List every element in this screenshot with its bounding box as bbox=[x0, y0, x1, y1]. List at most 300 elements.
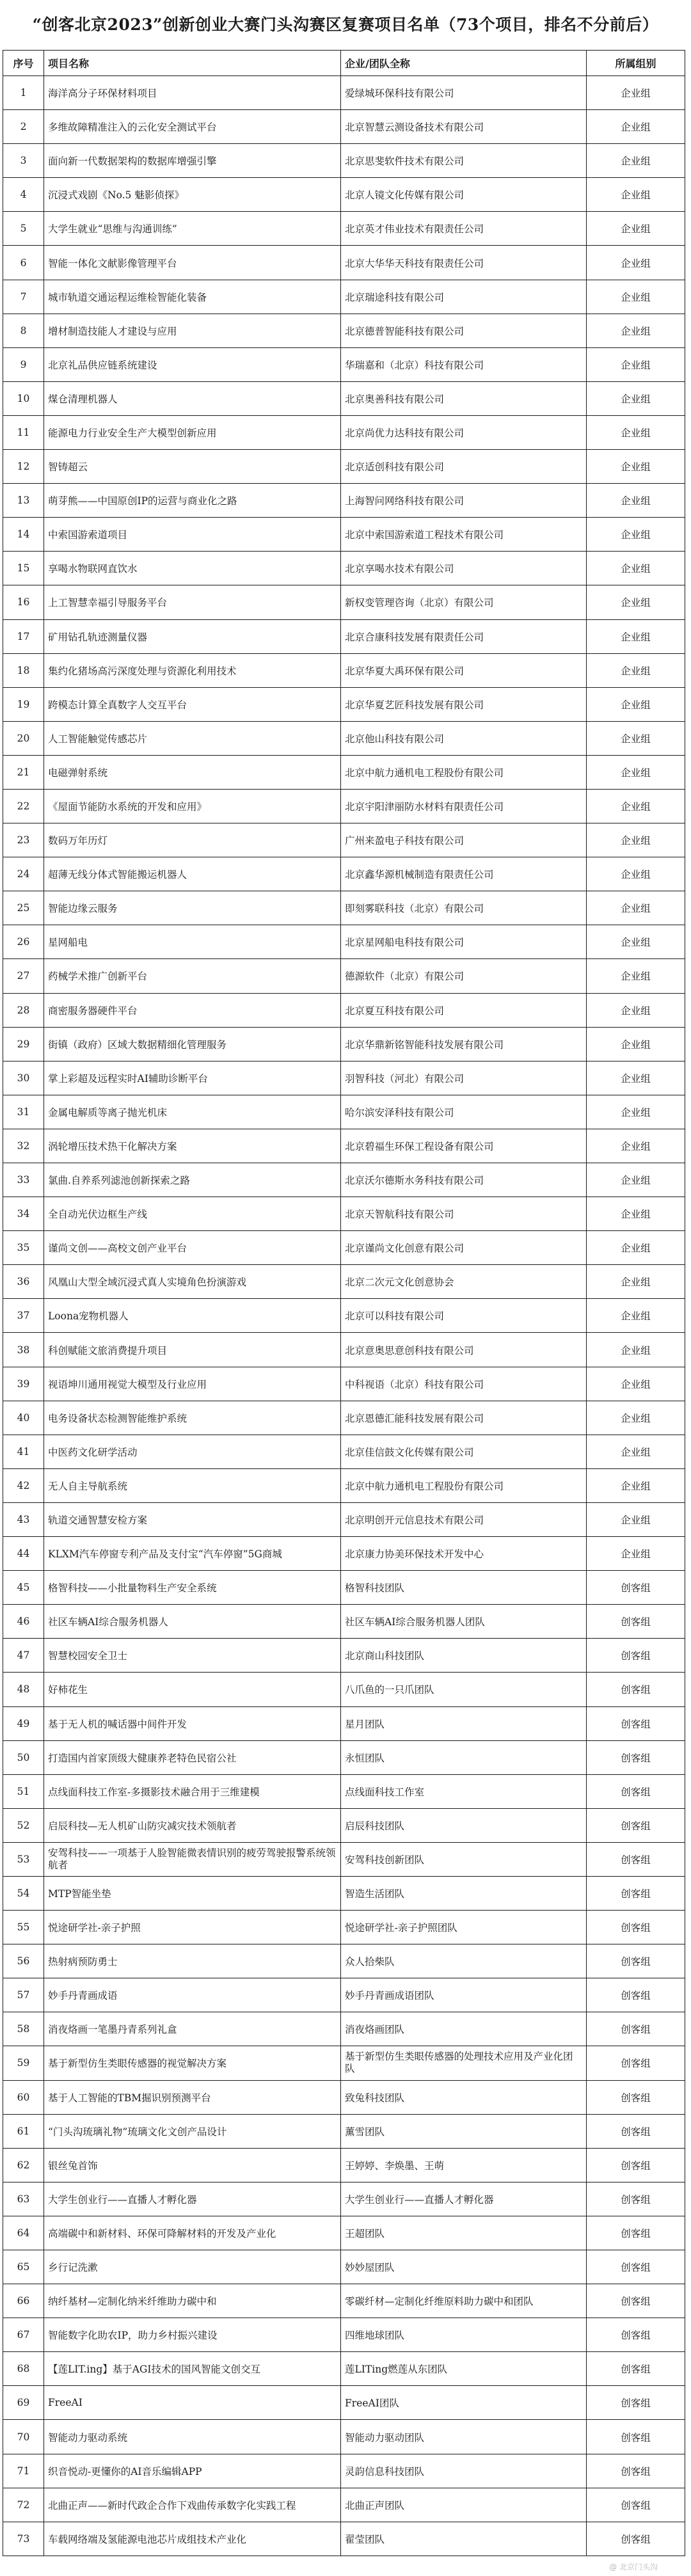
group-name: 创客组 bbox=[587, 2046, 685, 2080]
company-name: 格智科技团队 bbox=[341, 1571, 587, 1605]
header-project: 项目名称 bbox=[44, 51, 341, 76]
table-row bbox=[3, 314, 685, 347]
table-row bbox=[3, 178, 685, 212]
row-number: 39 bbox=[3, 1367, 44, 1401]
group-name: 创客组 bbox=[587, 2420, 685, 2454]
project-name: 轨道交通智慧安检方案 bbox=[44, 1502, 341, 1536]
project-name: 安驾科技——一项基于人脸智能微表情识别的疲劳驾驶报警系统领航者 bbox=[44, 1842, 341, 1876]
project-name: 沉浸式戏剧《No.5 魅影侦探》 bbox=[44, 178, 341, 212]
project-name: 电务设备状态检测智能维护系统 bbox=[44, 1401, 341, 1435]
project-name: 妙手丹青画成语 bbox=[44, 1978, 341, 2012]
group-name: 创客组 bbox=[587, 2318, 685, 2352]
table-row bbox=[3, 1333, 685, 1367]
table-row bbox=[3, 619, 685, 653]
company-name: 北京中航力通机电工程股份有限公司 bbox=[341, 1468, 587, 1502]
company-name: 四维地球团队 bbox=[341, 2318, 587, 2352]
company-name: 北京宇阳津丽防水材料有限责任公司 bbox=[341, 789, 587, 823]
row-number: 55 bbox=[3, 1911, 44, 1944]
table-row bbox=[3, 212, 685, 246]
table-row bbox=[3, 1163, 685, 1197]
header-no: 序号 bbox=[3, 51, 44, 76]
project-name: 商密服务器硬件平台 bbox=[44, 993, 341, 1027]
project-name: 银丝兔首饰 bbox=[44, 2148, 341, 2182]
row-number: 8 bbox=[3, 314, 44, 347]
row-number: 23 bbox=[3, 823, 44, 857]
company-name: 北京奥善科技有限公司 bbox=[341, 381, 587, 415]
project-name: 高端碳中和新材料、环保可降解材料的开发及产业化 bbox=[44, 2216, 341, 2250]
row-number: 11 bbox=[3, 415, 44, 449]
table-row bbox=[3, 721, 685, 755]
table-row bbox=[3, 1095, 685, 1129]
company-name: 北京夏互科技有限公司 bbox=[341, 993, 587, 1027]
row-number: 18 bbox=[3, 653, 44, 687]
table-row bbox=[3, 687, 685, 721]
group-name: 创客组 bbox=[587, 1876, 685, 1910]
row-number: 48 bbox=[3, 1673, 44, 1706]
group-name: 企业组 bbox=[587, 891, 685, 925]
company-name: 上海智问网络科技有限公司 bbox=[341, 484, 587, 518]
company-name: 永恒团队 bbox=[341, 1740, 587, 1774]
group-name: 创客组 bbox=[587, 1706, 685, 1740]
group-name: 企业组 bbox=[587, 347, 685, 381]
group-name: 企业组 bbox=[587, 653, 685, 687]
row-number: 1 bbox=[3, 76, 44, 110]
project-name: 矿用钻孔轨迹测量仪器 bbox=[44, 619, 341, 653]
row-number: 24 bbox=[3, 857, 44, 891]
company-name: 北京中航力通机电工程股份有限公司 bbox=[341, 755, 587, 789]
table-row bbox=[3, 585, 685, 619]
group-name: 创客组 bbox=[587, 1808, 685, 1842]
table-row bbox=[3, 1197, 685, 1231]
group-name: 创客组 bbox=[587, 2522, 685, 2556]
project-name: 享喝水物联网直饮水 bbox=[44, 552, 341, 585]
company-name: 羽智科技（河北）有限公司 bbox=[341, 1061, 587, 1095]
project-name: 乡行记洗漱 bbox=[44, 2250, 341, 2284]
row-number: 26 bbox=[3, 925, 44, 959]
company-name: 智造生活团队 bbox=[341, 1876, 587, 1910]
project-name: 社区车辆AI综合服务机器人 bbox=[44, 1605, 341, 1639]
company-name: 北京中索国游索道工程技术有限公司 bbox=[341, 518, 587, 552]
table-row bbox=[3, 1808, 685, 1842]
row-number: 5 bbox=[3, 212, 44, 246]
table-row bbox=[3, 246, 685, 280]
group-name: 企业组 bbox=[587, 415, 685, 449]
group-name: 企业组 bbox=[587, 1265, 685, 1299]
project-name: 消夜烙画一笔墨丹青系列礼盒 bbox=[44, 2012, 341, 2046]
company-name: 北京鑫华源机械制造有限责任公司 bbox=[341, 857, 587, 891]
project-name: MTP智能坐垫 bbox=[44, 1876, 341, 1910]
row-number: 38 bbox=[3, 1333, 44, 1367]
project-name: 能源电力行业安全生产大模型创新应用 bbox=[44, 415, 341, 449]
row-number: 33 bbox=[3, 1163, 44, 1197]
project-name: 热射病预防勇士 bbox=[44, 1944, 341, 1978]
row-number: 19 bbox=[3, 687, 44, 721]
row-number: 67 bbox=[3, 2318, 44, 2352]
group-name: 企业组 bbox=[587, 1095, 685, 1129]
table-row bbox=[3, 144, 685, 178]
table-row bbox=[3, 1502, 685, 1536]
project-name: 萌芽熊——中国原创IP的运营与商业化之路 bbox=[44, 484, 341, 518]
row-number: 49 bbox=[3, 1706, 44, 1740]
company-name: 莲LITing燃莲从东团队 bbox=[341, 2352, 587, 2386]
project-name: 悦途研学社-亲子护照 bbox=[44, 1911, 341, 1944]
row-number: 9 bbox=[3, 347, 44, 381]
project-name: 打造国内首家顶级大健康养老特色民宿公社 bbox=[44, 1740, 341, 1774]
project-name: 大学生就业“思维与沟通训练” bbox=[44, 212, 341, 246]
project-name: KLXM汽车停窗专利产品及支付宝“汽车停窗”5G商城 bbox=[44, 1537, 341, 1571]
company-name: 北京人镜文化传媒有限公司 bbox=[341, 178, 587, 212]
company-name: 大学生创业行——直播人才孵化器 bbox=[341, 2182, 587, 2216]
table-row bbox=[3, 1367, 685, 1401]
group-name: 企业组 bbox=[587, 755, 685, 789]
project-name: 城市轨道交通运程运维检智能化装备 bbox=[44, 280, 341, 314]
project-name: 海洋高分子环保材料项目 bbox=[44, 76, 341, 110]
group-name: 企业组 bbox=[587, 993, 685, 1027]
project-name: 无人自主导航系统 bbox=[44, 1468, 341, 1502]
project-name: 智慧校园安全卫士 bbox=[44, 1639, 341, 1673]
group-name: 企业组 bbox=[587, 1027, 685, 1061]
row-number: 65 bbox=[3, 2250, 44, 2284]
group-name: 企业组 bbox=[587, 280, 685, 314]
table-row bbox=[3, 789, 685, 823]
header-company: 企业/团队全称 bbox=[341, 51, 587, 76]
row-number: 4 bbox=[3, 178, 44, 212]
project-name: 掌上彩超及远程实时AI辅助诊断平台 bbox=[44, 1061, 341, 1095]
project-name: 电磁弹射系统 bbox=[44, 755, 341, 789]
group-name: 企业组 bbox=[587, 518, 685, 552]
company-name: 北京瑞途科技有限公司 bbox=[341, 280, 587, 314]
group-name: 企业组 bbox=[587, 1435, 685, 1468]
project-name: 氯曲.自养系列滤池创新探索之路 bbox=[44, 1163, 341, 1197]
table-row bbox=[3, 381, 685, 415]
table-row bbox=[3, 891, 685, 925]
table-row bbox=[3, 2352, 685, 2386]
row-number: 45 bbox=[3, 1571, 44, 1605]
company-name: 零碳纤材—定制化纤维原料助力碳中和团队 bbox=[341, 2284, 587, 2318]
row-number: 40 bbox=[3, 1401, 44, 1435]
company-name: 社区车辆AI综合服务机器人团队 bbox=[341, 1605, 587, 1639]
row-number: 58 bbox=[3, 2012, 44, 2046]
row-number: 28 bbox=[3, 993, 44, 1027]
project-name: 街镇（政府）区域大数据精细化管理服务 bbox=[44, 1027, 341, 1061]
row-number: 59 bbox=[3, 2046, 44, 2080]
row-number: 13 bbox=[3, 484, 44, 518]
project-name: 视语坤川通用视觉大模型及行业应用 bbox=[44, 1367, 341, 1401]
group-name: 创客组 bbox=[587, 2250, 685, 2284]
row-number: 64 bbox=[3, 2216, 44, 2250]
row-number: 17 bbox=[3, 619, 44, 653]
company-name: 德源软件（北京）有限公司 bbox=[341, 959, 587, 993]
project-name: 中索国游索道项目 bbox=[44, 518, 341, 552]
table-row bbox=[3, 1299, 685, 1333]
project-name: 智能一体化文献影像管理平台 bbox=[44, 246, 341, 280]
table-row bbox=[3, 1435, 685, 1468]
document-title: “创客北京2023”创新创业大赛门头沟赛区复赛项目名单（73个项目，排名不分前后） bbox=[32, 15, 659, 34]
row-number: 61 bbox=[3, 2114, 44, 2148]
group-name: 创客组 bbox=[587, 1911, 685, 1944]
project-name: 风凰山大型全域沉浸式真人实境角色扮演游戏 bbox=[44, 1265, 341, 1299]
group-name: 创客组 bbox=[587, 1978, 685, 2012]
group-name: 创客组 bbox=[587, 1605, 685, 1639]
row-number: 32 bbox=[3, 1129, 44, 1163]
table-row bbox=[3, 925, 685, 959]
row-number: 25 bbox=[3, 891, 44, 925]
company-name: 北京适创科技有限公司 bbox=[341, 450, 587, 484]
row-number: 63 bbox=[3, 2182, 44, 2216]
group-name: 企业组 bbox=[587, 789, 685, 823]
group-name: 企业组 bbox=[587, 144, 685, 178]
project-name: 点线面科技工作室-多摄影技术融合用于三维建模 bbox=[44, 1774, 341, 1808]
company-name: 北京可以科技有限公司 bbox=[341, 1299, 587, 1333]
company-name: 北京碧福生环保工程设备有限公司 bbox=[341, 1129, 587, 1163]
group-name: 创客组 bbox=[587, 2080, 685, 2114]
company-name: 北京天智航科技有限公司 bbox=[341, 1197, 587, 1231]
watermark: @ 北京门头沟 bbox=[609, 2563, 658, 2572]
company-name: 智能动力驱动团队 bbox=[341, 2420, 587, 2454]
company-name: 众人拾柴队 bbox=[341, 1944, 587, 1978]
table-row bbox=[3, 2114, 685, 2148]
row-number: 35 bbox=[3, 1231, 44, 1265]
company-name: FreeAI团队 bbox=[341, 2386, 587, 2420]
row-number: 46 bbox=[3, 1605, 44, 1639]
table-row bbox=[3, 1740, 685, 1774]
project-name: 纳纤基材—定制化纳米纤维助力碳中和 bbox=[44, 2284, 341, 2318]
row-number: 50 bbox=[3, 1740, 44, 1774]
group-name: 企业组 bbox=[587, 552, 685, 585]
row-number: 20 bbox=[3, 721, 44, 755]
group-name: 企业组 bbox=[587, 314, 685, 347]
group-name: 企业组 bbox=[587, 1299, 685, 1333]
table-row bbox=[3, 2284, 685, 2318]
header-group: 所属组别 bbox=[587, 51, 685, 76]
table-row bbox=[3, 1944, 685, 1978]
group-name: 创客组 bbox=[587, 2386, 685, 2420]
table-body bbox=[3, 76, 685, 2556]
company-name: 北京英才伟业技术有限责任公司 bbox=[341, 212, 587, 246]
group-name: 企业组 bbox=[587, 1502, 685, 1536]
project-name: 人工智能触觉传感芯片 bbox=[44, 721, 341, 755]
group-name: 企业组 bbox=[587, 619, 685, 653]
table-row bbox=[3, 2420, 685, 2454]
table-row bbox=[3, 1027, 685, 1061]
company-name: 点线面科技工作室 bbox=[341, 1774, 587, 1808]
project-name: 数码万年历灯 bbox=[44, 823, 341, 857]
group-name: 企业组 bbox=[587, 857, 685, 891]
table-row bbox=[3, 993, 685, 1027]
group-name: 创客组 bbox=[587, 1740, 685, 1774]
project-name: 智能边缘云服务 bbox=[44, 891, 341, 925]
project-name: 织音悦动-更懂你的AI音乐编辑APP bbox=[44, 2454, 341, 2488]
group-name: 企业组 bbox=[587, 178, 685, 212]
row-number: 3 bbox=[3, 144, 44, 178]
row-number: 34 bbox=[3, 1197, 44, 1231]
project-name: 涡轮增压技术热干化解决方案 bbox=[44, 1129, 341, 1163]
table-row bbox=[3, 76, 685, 110]
company-name: 八爪鱼的一只爪团队 bbox=[341, 1673, 587, 1706]
company-name: 北京德普智能科技有限公司 bbox=[341, 314, 587, 347]
row-number: 14 bbox=[3, 518, 44, 552]
group-name: 企业组 bbox=[587, 381, 685, 415]
header-row bbox=[3, 51, 685, 76]
table-row bbox=[3, 280, 685, 314]
table-row bbox=[3, 1571, 685, 1605]
company-name: 北京恩德汇能科技发展有限公司 bbox=[341, 1401, 587, 1435]
table-row bbox=[3, 347, 685, 381]
table-row bbox=[3, 2046, 685, 2080]
row-number: 69 bbox=[3, 2386, 44, 2420]
project-name: 超薄无线分体式智能搬运机器人 bbox=[44, 857, 341, 891]
group-name: 企业组 bbox=[587, 484, 685, 518]
project-name: 北曲正声——新时代政企合作下戏曲传承数字化实践工程 bbox=[44, 2488, 341, 2522]
row-number: 16 bbox=[3, 585, 44, 619]
project-name: 星网船电 bbox=[44, 925, 341, 959]
company-name: 北京星网船电科技有限公司 bbox=[341, 925, 587, 959]
group-name: 企业组 bbox=[587, 1468, 685, 1502]
row-number: 27 bbox=[3, 959, 44, 993]
group-name: 企业组 bbox=[587, 110, 685, 144]
group-name: 创客组 bbox=[587, 1842, 685, 1876]
company-name: 薰雪团队 bbox=[341, 2114, 587, 2148]
company-name: 北京佳信鼓文化传媒有限公司 bbox=[341, 1435, 587, 1468]
group-name: 企业组 bbox=[587, 1537, 685, 1571]
table-row bbox=[3, 2454, 685, 2488]
company-name: 北京享喝水技术有限公司 bbox=[341, 552, 587, 585]
row-number: 42 bbox=[3, 1468, 44, 1502]
company-name: 哈尔滨安泽科技有限公司 bbox=[341, 1095, 587, 1129]
company-name: 妙手丹青画成语团队 bbox=[341, 1978, 587, 2012]
project-name: 智能数字化助农IP，助力乡村振兴建设 bbox=[44, 2318, 341, 2352]
table-row bbox=[3, 653, 685, 687]
group-name: 创客组 bbox=[587, 2114, 685, 2148]
row-number: 31 bbox=[3, 1095, 44, 1129]
company-name: 北京华鼎新铭智能科技发展有限公司 bbox=[341, 1027, 587, 1061]
group-name: 企业组 bbox=[587, 1333, 685, 1367]
row-number: 68 bbox=[3, 2352, 44, 2386]
table-row bbox=[3, 1537, 685, 1571]
group-name: 企业组 bbox=[587, 925, 685, 959]
group-name: 企业组 bbox=[587, 721, 685, 755]
table-row bbox=[3, 959, 685, 993]
company-name: 王超团队 bbox=[341, 2216, 587, 2250]
row-number: 62 bbox=[3, 2148, 44, 2182]
project-name: Loona宠物机器人 bbox=[44, 1299, 341, 1333]
group-name: 创客组 bbox=[587, 1673, 685, 1706]
project-name: 谨尚文创——高校文创产业平台 bbox=[44, 1231, 341, 1265]
group-name: 创客组 bbox=[587, 2148, 685, 2182]
company-name: 中科视语（北京）科技有限公司 bbox=[341, 1367, 587, 1401]
table-row bbox=[3, 1842, 685, 1876]
company-name: 北京沃尔德斯水务科技有限公司 bbox=[341, 1163, 587, 1197]
company-name: 致兔科技团队 bbox=[341, 2080, 587, 2114]
company-name: 北京谨尚文化创意有限公司 bbox=[341, 1231, 587, 1265]
table-row bbox=[3, 1774, 685, 1808]
company-name: 王婷婷、李焕墨、王萌 bbox=[341, 2148, 587, 2182]
row-number: 44 bbox=[3, 1537, 44, 1571]
group-name: 创客组 bbox=[587, 2216, 685, 2250]
row-number: 73 bbox=[3, 2522, 44, 2556]
row-number: 52 bbox=[3, 1808, 44, 1842]
table-row bbox=[3, 823, 685, 857]
table-row bbox=[3, 2488, 685, 2522]
group-name: 企业组 bbox=[587, 1129, 685, 1163]
row-number: 21 bbox=[3, 755, 44, 789]
table-row bbox=[3, 518, 685, 552]
company-name: 北曲正声团队 bbox=[341, 2488, 587, 2522]
table-row bbox=[3, 1129, 685, 1163]
company-name: 北京大华华天科技有限责任公司 bbox=[341, 246, 587, 280]
group-name: 企业组 bbox=[587, 1163, 685, 1197]
row-number: 12 bbox=[3, 450, 44, 484]
row-number: 53 bbox=[3, 1842, 44, 1876]
row-number: 54 bbox=[3, 1876, 44, 1910]
project-name: 好柿花生 bbox=[44, 1673, 341, 1706]
row-number: 57 bbox=[3, 1978, 44, 2012]
company-name: 北京意奥思意创科技有限公司 bbox=[341, 1333, 587, 1367]
company-name: 新权变管理咨询（北京）有限公司 bbox=[341, 585, 587, 619]
project-name: 集约化猪场高污深度处理与资源化利用技术 bbox=[44, 653, 341, 687]
table-row bbox=[3, 857, 685, 891]
row-number: 6 bbox=[3, 246, 44, 280]
row-number: 30 bbox=[3, 1061, 44, 1095]
project-name: 北京礼品供应链系统建设 bbox=[44, 347, 341, 381]
group-name: 企业组 bbox=[587, 1231, 685, 1265]
group-name: 企业组 bbox=[587, 450, 685, 484]
project-name: 金属电解质等离子抛光机床 bbox=[44, 1095, 341, 1129]
group-name: 创客组 bbox=[587, 2352, 685, 2386]
row-number: 43 bbox=[3, 1502, 44, 1536]
row-number: 37 bbox=[3, 1299, 44, 1333]
group-name: 创客组 bbox=[587, 2284, 685, 2318]
company-name: 北京康力协美环保技术开发中心 bbox=[341, 1537, 587, 1571]
company-name: 北京华夏大禹环保有限公司 bbox=[341, 653, 587, 687]
project-name: 多维故障精准注入的云化安全测试平台 bbox=[44, 110, 341, 144]
project-name: 基于新型仿生类眼传感器的视觉解决方案 bbox=[44, 2046, 341, 2080]
table-row bbox=[3, 1401, 685, 1435]
project-name: 《屋面节能防水系统的开发和应用》 bbox=[44, 789, 341, 823]
row-number: 7 bbox=[3, 280, 44, 314]
project-name: 【莲LIT.ing】基于AGI技术的国风智能文创交互 bbox=[44, 2352, 341, 2386]
table-row bbox=[3, 2250, 685, 2284]
project-name: 大学生创业行——直播人才孵化器 bbox=[44, 2182, 341, 2216]
project-name: “门头沟琉璃礼物”琉璃文化文创产品设计 bbox=[44, 2114, 341, 2148]
table-row bbox=[3, 1231, 685, 1265]
table-row bbox=[3, 1061, 685, 1095]
company-name: 悦途研学社-亲子护照团队 bbox=[341, 1911, 587, 1944]
row-number: 56 bbox=[3, 1944, 44, 1978]
table-row bbox=[3, 1706, 685, 1740]
group-name: 创客组 bbox=[587, 2182, 685, 2216]
table-row bbox=[3, 484, 685, 518]
project-name: 基于无人机的喊话器中间件开发 bbox=[44, 1706, 341, 1740]
company-name: 安驾科技创新团队 bbox=[341, 1842, 587, 1876]
group-name: 企业组 bbox=[587, 585, 685, 619]
company-name: 启辰科技团队 bbox=[341, 1808, 587, 1842]
table-row bbox=[3, 2012, 685, 2046]
table-row bbox=[3, 1468, 685, 1502]
table-row bbox=[3, 552, 685, 585]
company-name: 北京合康科技发展有限责任公司 bbox=[341, 619, 587, 653]
table-row bbox=[3, 755, 685, 789]
project-name: 药械学术推广创新平台 bbox=[44, 959, 341, 993]
company-name: 北京思斐软件技术有限公司 bbox=[341, 144, 587, 178]
company-name: 北京智慧云测设备技术有限公司 bbox=[341, 110, 587, 144]
group-name: 企业组 bbox=[587, 76, 685, 110]
company-name: 北京二次元文化创意协会 bbox=[341, 1265, 587, 1299]
group-name: 企业组 bbox=[587, 959, 685, 993]
row-number: 22 bbox=[3, 789, 44, 823]
row-number: 47 bbox=[3, 1639, 44, 1673]
company-name: 广州来盈电子科技有限公司 bbox=[341, 823, 587, 857]
